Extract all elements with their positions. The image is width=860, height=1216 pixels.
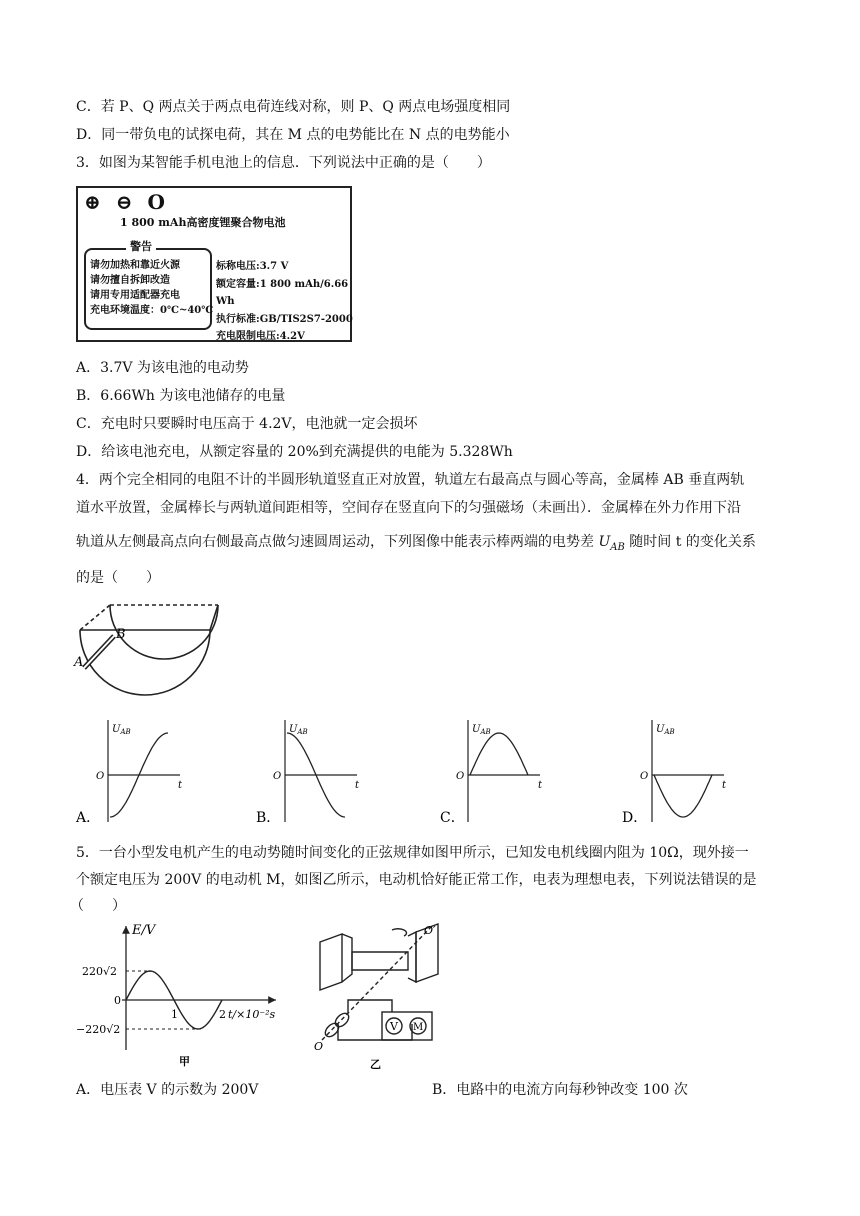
graph-y-label: $U_{AB}$ xyxy=(656,724,675,736)
rod-end-b-label: B xyxy=(116,627,126,642)
graph-y-label: $U_{AB}$ xyxy=(289,724,308,736)
graph-curve xyxy=(654,775,712,817)
u-t-graph-c xyxy=(440,720,543,826)
rod-end-a-label: A xyxy=(74,655,84,670)
warning-title: 警告 xyxy=(126,238,156,254)
graph-x-label: t xyxy=(538,780,543,791)
graph-option-label: A． xyxy=(76,810,101,826)
emf-tick-1: 1 xyxy=(171,1008,178,1021)
spec-item: 执行标准:GB/TIS2S7-2000 xyxy=(216,313,353,325)
q4-stem-line3: 轨道从左侧最高点向右侧最高点做匀速圆周运动，下列图像中能表示棒两端的电势差 $U_{AB}$ 随时间 t 的变化关系 xyxy=(76,534,756,553)
emf-max-label: 220√2 xyxy=(82,965,118,978)
q2-option-d: D．同一带负电的试探电荷，其在 M 点的电势能比在 N 点的电势能小 xyxy=(76,127,510,143)
q4-rails-figure xyxy=(70,600,250,710)
warning-list xyxy=(90,258,213,318)
graph-x-label: t xyxy=(178,780,183,791)
q5-option-b: B．电路中的电流方向每秒钟改变 100 次 xyxy=(432,1082,688,1098)
emf-x-label: t/×10⁻²s xyxy=(228,1008,276,1021)
voltmeter-label: V xyxy=(390,1020,398,1033)
q3-option-a: A．3.7V 为该电池的电动势 xyxy=(76,360,249,376)
q5-option-a: A．电压表 V 的示数为 200V xyxy=(76,1082,259,1098)
emf-y-label: E/V xyxy=(132,923,156,938)
graph-x-label: t xyxy=(355,780,360,791)
graph-x-label: t xyxy=(722,780,727,791)
q3-stem: 3．如图为某智能手机电池上的信息．下列说法中正确的是（ ） xyxy=(76,155,491,171)
graph-option-label: B． xyxy=(256,810,281,826)
q5-generator-figure xyxy=(312,922,462,1072)
q3-option-d: D．给该电池充电，从额定容量的 20%到充满提供的电能为 5.328Wh xyxy=(76,444,513,460)
u-t-graph-a xyxy=(75,720,183,826)
circuit-wire xyxy=(338,1024,412,1040)
warning-item: 请勿加热和靠近火源 xyxy=(90,260,180,271)
q3-option-b: B．6.66Wh 为该电池储存的电量 xyxy=(76,388,286,404)
battery-title: 1 800 mAh高密度锂聚合物电池 xyxy=(120,216,286,229)
q4-stem-line2: 道水平放置，金属棒长与两轨道间距相等，空间存在竖直向下的匀强磁场（未画出）．金属棒在外力作用下沿 xyxy=(76,500,741,516)
q5-stem-line1: 5．一台小型发电机产生的电动势随时间变化的正弦规律如图甲所示，已知发电机线圈内阻为 10Ω，现外接一 xyxy=(76,845,749,861)
battery-label-figure xyxy=(76,186,356,344)
emf-tick-2: 2 xyxy=(219,1008,226,1021)
magnet-right-side xyxy=(408,932,416,982)
graph-y-label: $U_{AB}$ xyxy=(472,724,491,736)
armature-coil xyxy=(352,952,408,970)
semicircle-front xyxy=(80,630,210,695)
graph-option-label: C． xyxy=(440,810,465,826)
u-t-graph-b xyxy=(256,720,360,826)
spec-item: 充电限制电压:4.2V xyxy=(216,331,305,342)
u-t-graph-d xyxy=(622,720,727,826)
q5-stem-line2: 个额定电压为 200V 的电动机 M，如图乙所示，电动机恰好能正常工作，电表为理想电表，下列说法错误的是 xyxy=(76,872,757,888)
graph-curve xyxy=(470,733,528,775)
graph-origin-label: O xyxy=(640,771,649,782)
magnet-left-pole xyxy=(320,934,342,990)
graph-origin-label: O xyxy=(456,771,465,782)
warning-item: 请勿擅自拆卸改造 xyxy=(90,275,170,286)
graph-option-label: D． xyxy=(622,810,648,826)
graph-origin-label: O xyxy=(96,771,105,782)
q4-stem-line4: 的是（ ） xyxy=(76,570,160,586)
emf-caption: 甲 xyxy=(179,1055,190,1068)
q4-stem-line1: 4．两个完全相同的电阻不计的半圆形轨道竖直正对放置，轨道左右最高点与圆心等高，金属棒 AB 垂直两轨 xyxy=(76,472,745,488)
generator-caption: 乙 xyxy=(370,1058,381,1071)
axis-top-label: O′ xyxy=(424,924,436,937)
motor-label: M xyxy=(413,1022,424,1033)
q5-stem-line3: （ ） xyxy=(70,898,126,914)
spec-item: 标称电压:3.7 V xyxy=(216,261,289,272)
rail-left-dashed xyxy=(80,605,110,630)
q5-emf-graph xyxy=(76,920,296,1070)
q2-option-c: C．若 P、Q 两点关于两点电荷连线对称，则 P、Q 两点电场强度相同 xyxy=(76,99,511,115)
q3-option-c: C．充电时只要瞬时电压高于 4.2V，电池就一定会损坏 xyxy=(76,416,418,432)
axis-bottom-label: O xyxy=(314,1040,324,1053)
rotation-arrow xyxy=(392,929,406,936)
warning-item: 请用专用适配器充电 xyxy=(90,290,180,301)
emf-min-label: −220√2 xyxy=(76,1023,121,1036)
spec-item: 额定容量:1 800 mAh/6.66 Wh xyxy=(216,278,349,307)
battery-polarity-symbols: ⊕ ⊖ O xyxy=(84,190,169,214)
magnet-left-side xyxy=(342,934,352,982)
graph-origin-label: O xyxy=(273,771,282,782)
semicircle-back xyxy=(110,605,218,659)
emf-origin-label: 0 xyxy=(114,994,121,1007)
metal-rod-inner xyxy=(84,636,114,668)
warning-item: 充电环境温度：0℃~40℃ xyxy=(90,305,214,316)
spec-list xyxy=(216,258,356,346)
graph-y-label: $U_{AB}$ xyxy=(112,724,131,736)
q4-graph-options xyxy=(70,712,790,830)
